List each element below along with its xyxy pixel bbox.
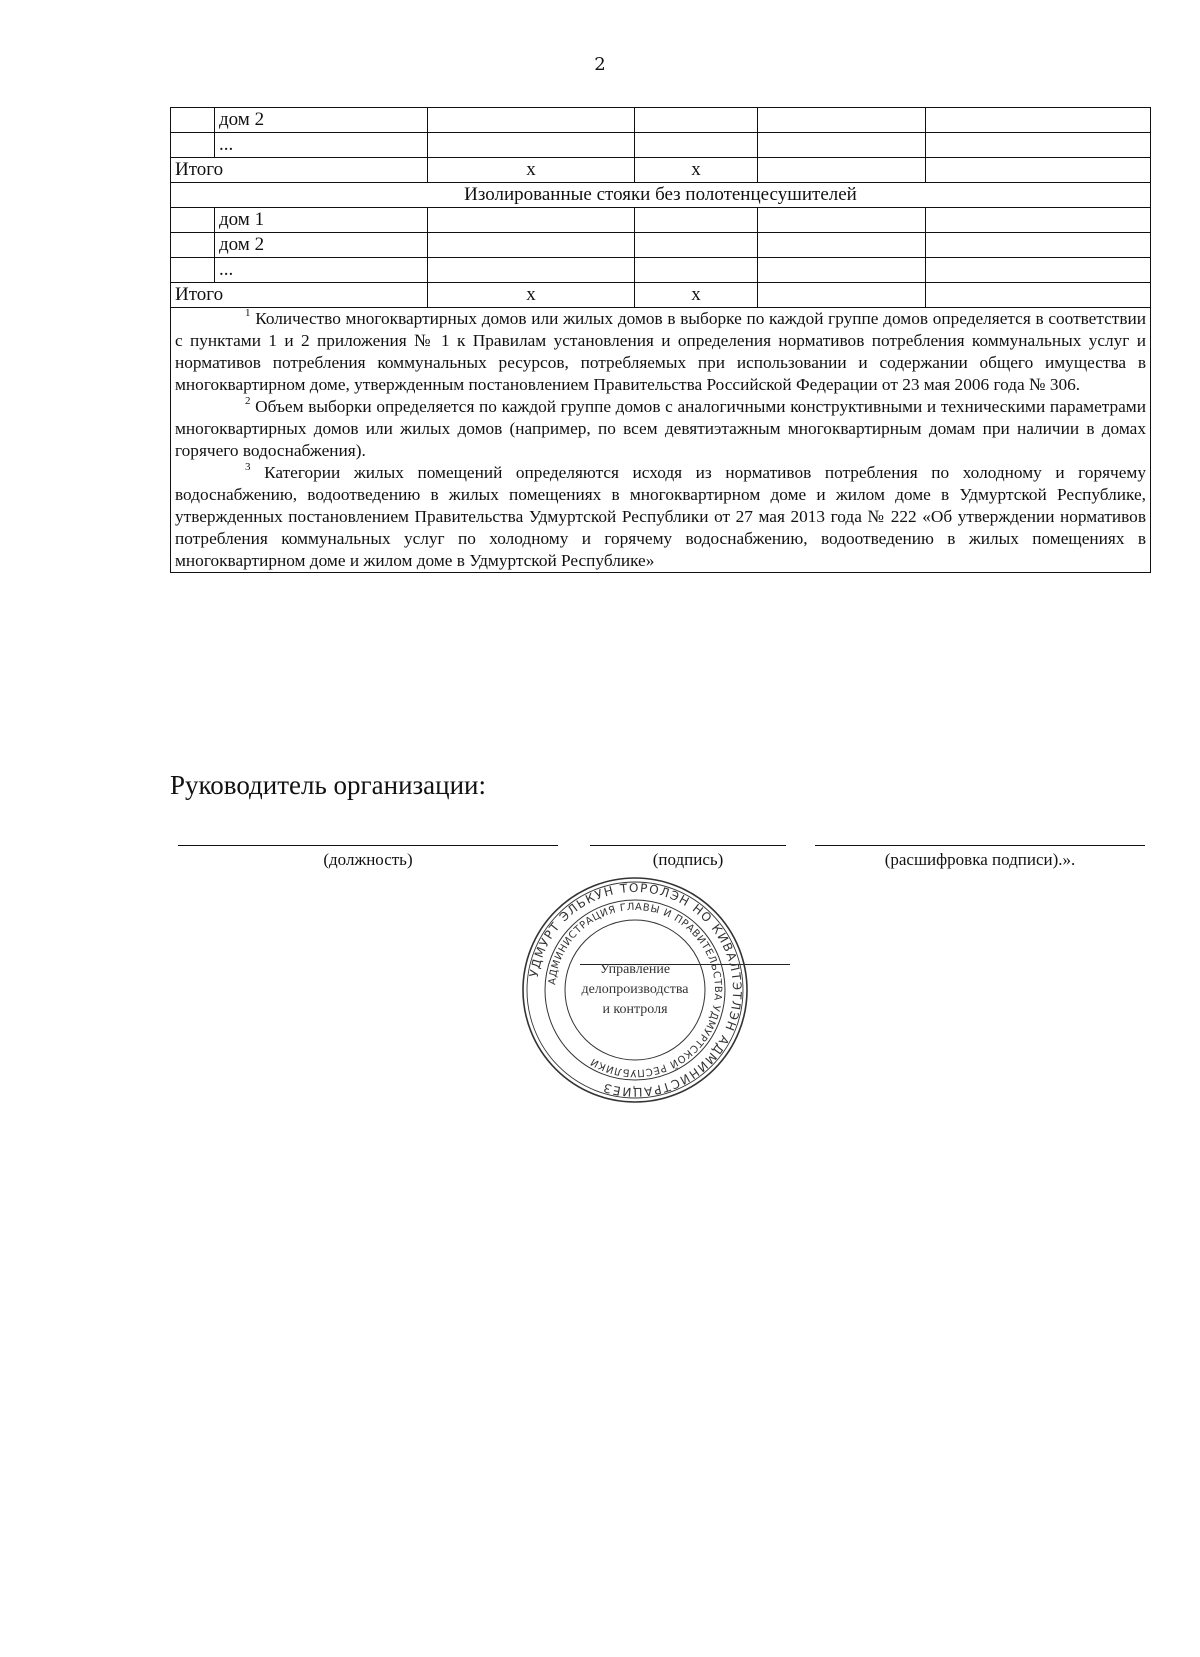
footnote-text: Объем выборки определяется по каждой группе домов с аналогичными конструктивными и техническими параметрами многоквартирных домов или жилых домов (например, по всем девятиэтажным многоквартирным домам при наличии в домах горячего водоснабжения). [175, 397, 1146, 460]
row-label: ... [215, 133, 428, 158]
total-mark: x [428, 283, 635, 308]
table-row [171, 258, 1151, 283]
signature-heading: Руководитель организации: [170, 770, 487, 800]
total-label: Итого [171, 158, 428, 183]
table-row [171, 108, 1151, 133]
signature-line [590, 845, 786, 846]
table-row [171, 233, 1151, 258]
stamp-inner-text: АДМИНИСТРАЦИЯ ГЛАВЫ И ПРАВИТЕЛЬСТВА УДМУРТСКОЙ РЕСПУБЛИКИ [547, 901, 724, 1079]
official-stamp [520, 875, 750, 1105]
section-header-row [171, 183, 1151, 208]
footnote-mark: 2 [245, 395, 251, 407]
footnotes [171, 308, 1151, 573]
total-row [171, 283, 1151, 308]
footnote-mark: 1 [245, 307, 251, 319]
stamp-outer-text: УДМУРТ ЭЛЬКУН ТОРОЛЭН НО КИВАЛТЭТЛЭН АДМИНИСТРАЦИЕЗ [526, 880, 745, 1100]
row-label: дом 2 [215, 233, 428, 258]
section-title: Изолированные стояки без полотенцесушителей [171, 183, 1151, 208]
footnote [175, 396, 1146, 462]
footnote-text: Количество многоквартирных домов или жилых домов в выборке по каждой группе домов определяется в соответствии с пунктами 1 и 2 приложения № 1 к Правилам установления и определения нормативов потребления коммунальных услуг и нормативов потребления коммунальных ресурсов, потребляемых при использовании и содержании общего имущества в многоквартирном доме, утвержденным постановлением Правительства Российской Федерации от 23 мая 2006 года № 306. [175, 309, 1146, 394]
total-mark: x [635, 283, 758, 308]
decoding-caption: (расшифровка подписи).». [884, 850, 1076, 869]
stamp-center-line-3: и контроля [602, 1002, 668, 1017]
total-mark: x [428, 158, 635, 183]
stamp-center-line-2: делопроизводства [581, 982, 689, 997]
total-mark: x [635, 158, 758, 183]
table-row [171, 208, 1151, 233]
position-field [178, 845, 558, 870]
stamp-center-line-1: Управление [599, 962, 671, 977]
position-line [178, 845, 558, 846]
footnote [175, 462, 1146, 572]
footnote-text: Категории жилых помещений определяются исходя из нормативов потребления по холодному и горячему водоснабжению, водоотведению в жилых помещениях в многоквартирном доме и жилом доме в Удмуртской Республике, утвержденных постановлением Правительства Удмуртской Республики от 27 мая 2013 года № 222 «Об утверждении нормативов потребления коммунальных услуг по холодному и горячему водоснабжению, водоотведению в жилых помещениях в многоквартирном доме и жилом доме в Удмуртской Республике» [175, 463, 1146, 570]
page-number: 2 [594, 54, 606, 75]
footnote [175, 308, 1146, 396]
table-row [171, 133, 1151, 158]
row-label: дом 1 [215, 208, 428, 233]
sample-table [170, 107, 1151, 573]
decoding-field [815, 845, 1145, 870]
position-caption: (должность) [323, 850, 413, 869]
total-row [171, 158, 1151, 183]
total-label: Итого [171, 283, 428, 308]
row-label: дом 2 [215, 108, 428, 133]
signature-caption: (подпись) [652, 850, 724, 869]
row-label: ... [215, 258, 428, 283]
footnotes-row [171, 308, 1151, 573]
signature-field [590, 845, 786, 870]
decoding-line [815, 845, 1145, 846]
footnote-mark: 3 [245, 461, 251, 473]
